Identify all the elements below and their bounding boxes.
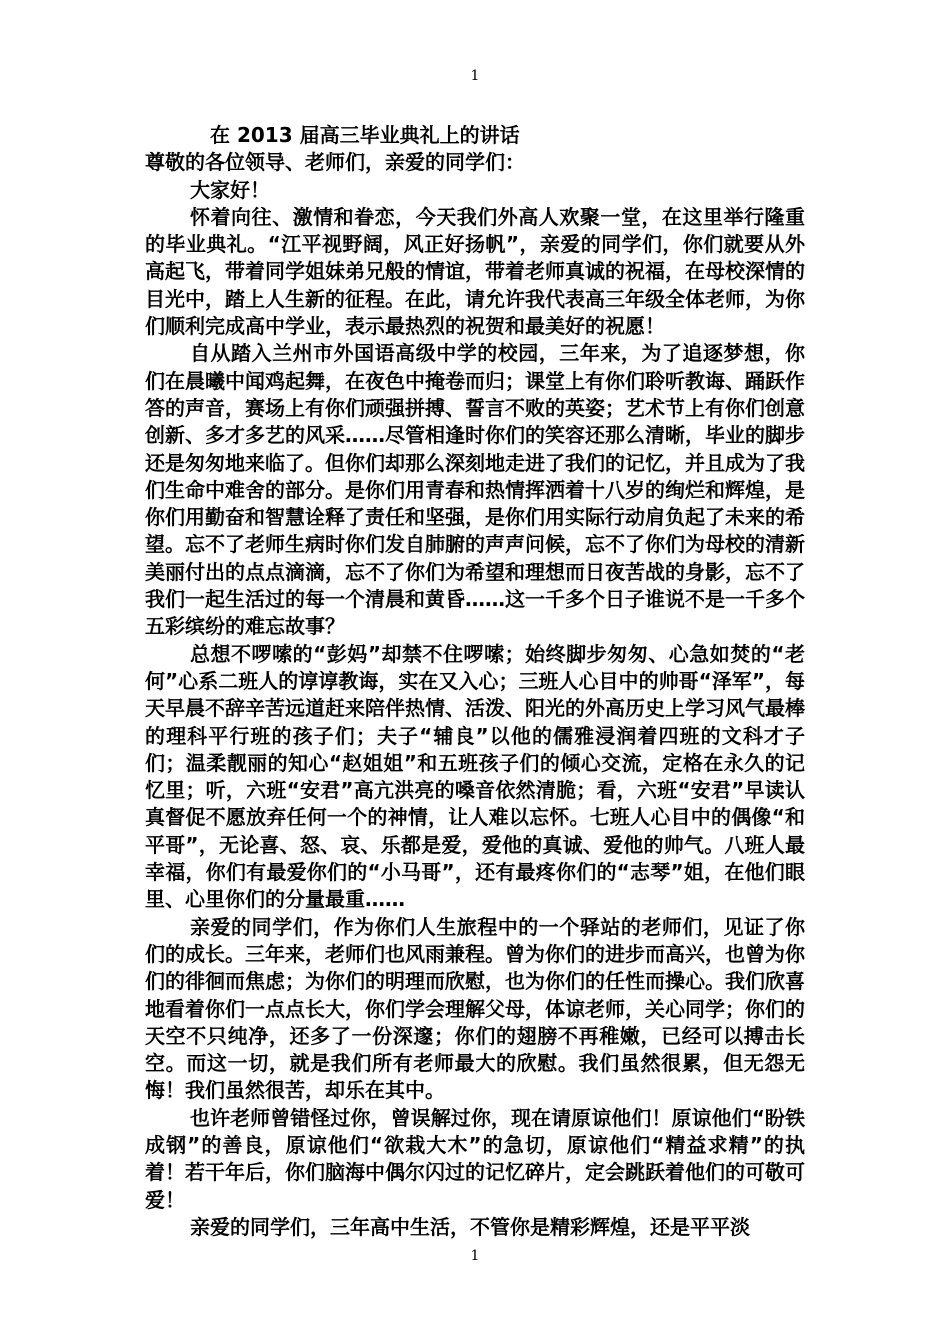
- paragraph: 总想不啰嗦的“彭妈”却禁不住啰嗦；始终脚步匆匆、心急如焚的“老何”心系二班人的谆谆教诲，实在又入心；三班人心目中的帅哥“泽军”，每天早晨不辞辛苦远道赶来陪伴热情、活泼、阳光的外高历史上学习风气最棒的理科平行班的孩子们；夫子“辅良”以他的儒雅浸润着四班的文科才子们；温柔靓丽的知心“赵姐姐”和五班孩子们的倾心交流，定格在永久的记忆里；听，六班“安君”高亢洪亮的嗓音依然清脆；看，六班“安君”早读认真督促不愿放弃任何一个的神情，让人难以忘怀。七班人心目中的偶像“和平哥”，无论喜、怒、哀、乐都是爱，爱他的真诚、爱他的帅气。八班人最幸福，你们有最爱你们的“小马哥”，还有最疼你们的“志琴”姐，在他们眼里、心里你们的分量最重……: [145, 641, 805, 912]
- page-number-bottom: 1: [470, 1248, 480, 1264]
- paragraph: 亲爱的同学们，三年高中生活，不管你是精彩辉煌，还是平平淡: [190, 1214, 750, 1239]
- paragraph: 亲爱的同学们，作为你们人生旅程中的一个驿站的老师们，见证了你们的成长。三年来，老师们也风雨兼程。曾为你们的进步而高兴，也曾为你们的徘徊而焦虑；为你们的明理而欣慰，也为你们的任性而操心。我们欣喜地看着你们一点点长大，你们学会理解父母，体谅老师，关心同学；你们的天空不只纯净，还多了一份深邃；你们的翅膀不再稚嫩，已经可以搏击长空。而这一切，就是我们所有老师最大的欣慰。我们虽然很累，但无怨无悔！我们虽然很苦，却乐在其中。: [145, 914, 805, 1103]
- salutation: 尊敬的各位领导、老师们，亲爱的同学们：: [145, 150, 525, 175]
- paragraph: 怀着向往、激情和眷恋，今天我们外高人欢聚一堂，在这里举行隆重的毕业典礼。“江平视野阔，风正好扬帆”，亲爱的同学们，你们就要从外高起飞，带着同学姐妹弟兄般的情谊，带着老师真诚的祝福，在母校深情的目光中，踏上人生新的征程。在此，请允许我代表高三年级全体老师，为你们顺利完成高中学业，表示最热烈的祝贺和最美好的祝愿！: [145, 204, 805, 339]
- speech-title: 在 2013 届高三毕业典礼上的讲话: [210, 123, 520, 147]
- page-number-top: 1: [470, 68, 480, 84]
- paragraph: 也许老师曾错怪过你，曾误解过你，现在请原谅他们！原谅他们“盼铁成钢”的善良，原谅他们“欲栽大木”的急切，原谅他们“精益求精”的执着！若干年后，你们脑海中偶尔闪过的记忆碎片，定会跳跃着他们的可敬可爱！: [145, 1105, 805, 1212]
- paragraph-greeting: 大家好！: [190, 177, 270, 202]
- paragraph: 自从踏入兰州市外国语高级中学的校园，三年来，为了追逐梦想，你们在晨曦中闻鸡起舞，在夜色中掩卷而归；课堂上有你们聆听教诲、踊跃作答的声音，赛场上有你们顽强拼搏、誓言不败的英姿；艺术节上有你们创意创新、多才多艺的风采……尽管相逢时你们的笑容还那么清晰，毕业的脚步还是匆匆地来临了。但你们却那么深刻地走进了我们的记忆，并且成为了我们生命中难舍的部分。是你们用青春和热情挥洒着十八岁的绚烂和辉煌，是你们用勤奋和智慧诠释了责任和坚强，是你们用实际行动肩负起了未来的希望。忘不了老师生病时你们发自肺腑的声声问候，忘不了你们为母校的清新美丽付出的点点滴滴，忘不了你们为希望和理想而日夜苦战的身影，忘不了我们一起生活过的每一个清晨和黄昏……这一千多个日子谁说不是一千多个五彩缤纷的难忘故事？: [145, 341, 805, 639]
- speech-body: [145, 122, 805, 1241]
